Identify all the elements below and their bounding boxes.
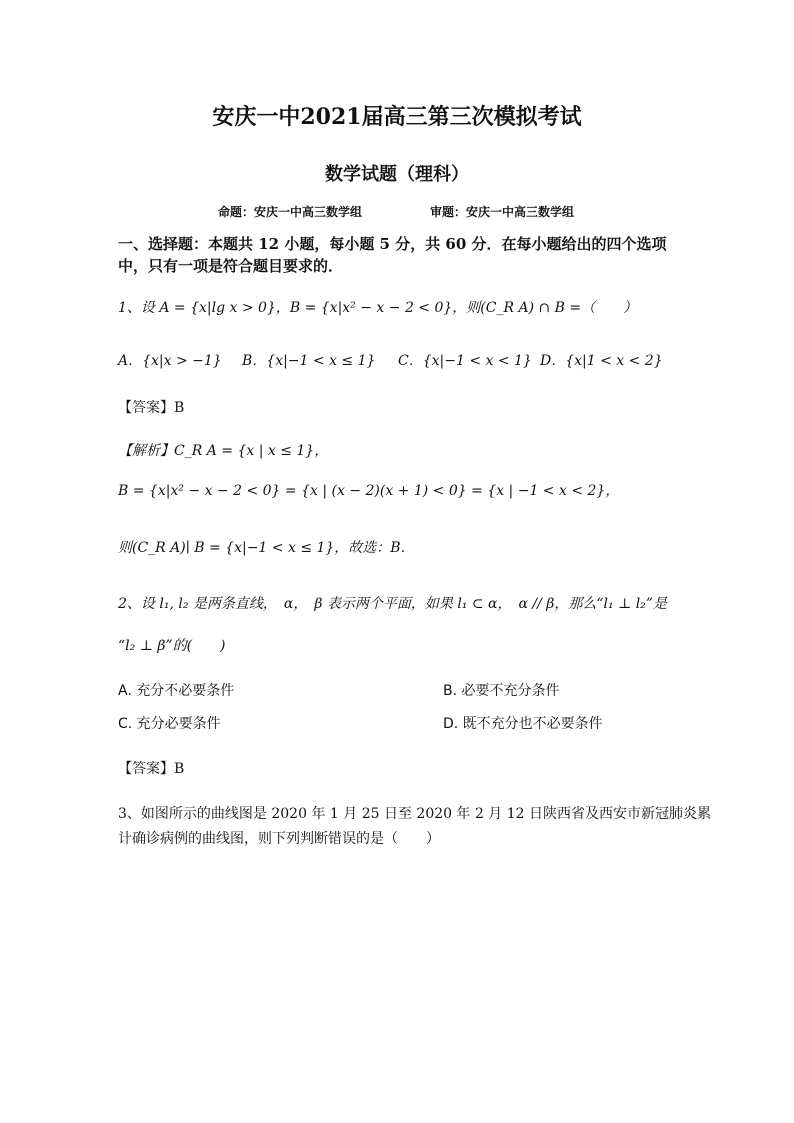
section-heading: 一、选择题：本题共 12 小题，每小题 5 分，共 60 分．在每小题给出的四个选项中，只有一项是符合题目要求的． bbox=[118, 235, 667, 275]
question-1-answer: 【答案】B bbox=[118, 400, 185, 416]
question-2-option-c: C. 充分必要条件 bbox=[118, 716, 221, 732]
question-2-option-b: B. 必要不充分条件 bbox=[443, 683, 560, 699]
author-credit: 命题：安庆一中高三数学组 bbox=[218, 205, 363, 219]
question-1-analysis-line-3: 则(C_R A)∣ B = {x|−1 < x ≤ 1}，故选：B． bbox=[118, 540, 415, 556]
question-2-stem-line-1: 2、设 l₁, l₂ 是两条直线， α， β 表示两个平面，如果 l₁ ⊂ α， α // β，那么“l₁ ⊥ l₂”是 bbox=[118, 596, 667, 612]
question-1-option-d: D．{x|1 < x < 2} bbox=[540, 353, 663, 369]
question-2-option-a: A. 充分不必要条件 bbox=[118, 683, 235, 699]
question-2-option-d: D. 既不充分也不必要条件 bbox=[443, 716, 603, 732]
question-3-stem-line-1: 3、如图所示的曲线图是 2020 年 1 月 25 日至 2020 年 2 月 12 日陕西省及西安市新冠肺炎累 bbox=[118, 806, 712, 822]
question-1-stem: 1、设 A = {x|lg x > 0}，B = {x|x² − x − 2 < 0}，则(C_R A) ∩ B =（ ） bbox=[118, 300, 638, 316]
exam-title: 安庆一中2021届高三第三次模拟考试 bbox=[212, 104, 582, 130]
exam-subtitle: 数学试题（理科） bbox=[325, 164, 469, 185]
question-1-analysis-line-1: 【解析】C_R A = {x | x ≤ 1}， bbox=[118, 443, 329, 459]
question-1-option-b: B．{x|−1 < x ≤ 1} bbox=[242, 353, 376, 369]
reviewer-credit: 审题：安庆一中高三数学组 bbox=[430, 205, 575, 219]
question-1-option-a: A．{x|x > −1} bbox=[118, 353, 222, 369]
question-2-stem-line-2: “l₂ ⊥ β”的( ) bbox=[118, 638, 226, 654]
question-1-option-c: C．{x|−1 < x < 1} bbox=[398, 353, 532, 369]
question-2-answer: 【答案】B bbox=[118, 761, 185, 777]
question-1-analysis-line-2: B = {x|x² − x − 2 < 0} = {x | (x − 2)(x + 1) < 0} = {x | −1 < x < 2}， bbox=[118, 483, 620, 499]
question-3-stem-line-2: 计确诊病例的曲线图，则下列判断错误的是（ ） bbox=[118, 831, 440, 847]
